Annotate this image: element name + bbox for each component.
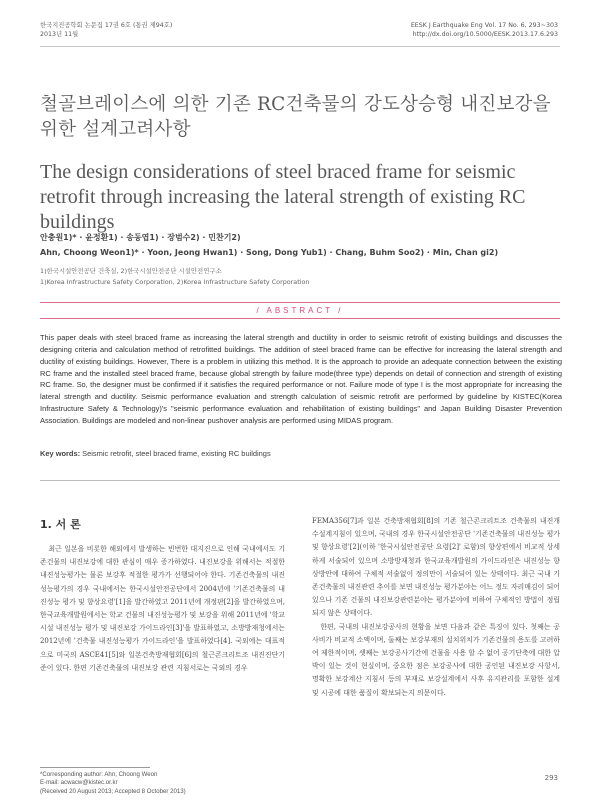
author-email[interactable]: E-mail: acwacw@kistec.or.kr (40, 779, 118, 787)
keywords-list: Seismic retrofit, steel braced frame, existing RC buildings (82, 449, 271, 458)
title-english: The design considerations of steel braced frame for seismic retrofit through increasing the lateral strength of existing RC buildings (40, 161, 526, 233)
affiliation-english: 1)Korea Infrastructure Safety Corporation, 2)Korea Infrastructure Safety Corporation (40, 278, 310, 286)
paragraph: FEMA356[7]과 일본 건축방재협회[8]의 기존 철근콘크리트조 건축물의 내진개수설계지침이 있으며, 국내의 경우 한국시설안전공단 '기존건축물의 내진성능 평가 및 향상요령'[2](이하 '한국시설안전공단 요령[2]' 로함)의 향상편에서 비교적 상세하게 서술되어 있으며 소방방재청과 한국교육개발원의 가이드라인은 내진성능 향상방안에 대하여 구체적 서술없이 정의만이 서술되어 있는 상태이다. 최근 국내 기존건축물의 내진관련 추이를 보면 내진성능 평가분야는 어느 정도 자리매김이 되어 있으나 기존 건물의 내진보강관련분야는 평가분야에 비하여 구체적인 방법이 정립되지 않은 상태이다. (312, 517, 560, 618)
header-divider (40, 46, 560, 47)
journal-date: 2013년 11월 (40, 31, 79, 38)
footnote-divider (40, 767, 150, 768)
journal-citation: EESK J Earthquake Eng Vol. 17 No. 6, 293~303 (410, 22, 558, 29)
footnote (40, 771, 186, 796)
abstract-heading: / ABSTRACT / (256, 306, 344, 315)
keywords-label: Key words: (40, 449, 81, 458)
authors-korean: 안충원1)* · 윤정환1) · 송동엽1) · 장범수2) · 민찬기2) (40, 233, 241, 242)
paragraph: 최근 일본을 비롯한 해외에서 발생하는 빈번한 대지진으로 인해 국내에서도 기존건물의 내진보강에 대한 관심이 매우 증가하였다. 내진보강을 위해서는 적절한 내진성능평가는 물론 보강후 적절한 평가가 선행되어야 한다. 기존건축물의 내진성능평가의 경우 국내에서는 한국시설안전공단에서 2004년에 '기존건축물의 내진성능 평가 및 향상요령'[1]을 발간하였고 2011년에 개정판[2]을 발간하였으며, 한국교육개발원에서는 학교 건물의 내진성능평가 및 보강을 위해 2011년에 '학교시설 내진성능 평가 및 내진보강 가이드라인[3]'을 발표하였고, 소방방재청에서는 2012년에 '건축물 내진성능평가 가이드라인'을 발표하였다[4]. 국외에는 대표적으로 미국의 ASCE41[5]와 일본건축방재협회[6]의 철근콘크리트조 내진진단기준이 있다. 한편 기존건축물의 내진보강 관련 지침서로는 국외의 경우 (40, 545, 285, 672)
journal-header-right (411, 21, 558, 39)
body-column-left (40, 543, 285, 675)
abstract-rule-top (40, 302, 560, 303)
keywords (40, 449, 271, 458)
paragraph: 한편, 국내의 내진보강공사의 현황을 보면 다음과 같은 특징이 있다. 첫째는 공사비가 비교적 소액이며, 둘째는 보강부재의 설치위치가 기존건물의 용도를 고려하여 제한적이며, 셋째는 보강공사기간에 건물을 사용 할 수 없어 공기단축에 대한 압박이 있는 것이 현실이며, 중요한 점은 보강공사에 대한 공인된 내진보강 사항서, 명확한 보강계산 지침서 등의 부재로 보강설계에서 사후 유지관리를 포함한 설계 및 시공에 대한 품질이 확보되는지 의문이다. (312, 622, 560, 697)
corresponding-author: *Corresponding author: Ahn, Choong Weon (40, 771, 158, 778)
affiliation-korean: 1)한국시설안전공단 건축실, 2)한국시설안전공단 시설안전연구소 (40, 267, 222, 275)
doi-link[interactable]: http://dx.doi.org/10.5000/EESK.2013.17.6.293 (412, 31, 558, 38)
title-korean: 철골브레이스에 의한 기존 RC건축물의 강도상승형 내진보강을 위한 설계고려사항 (40, 94, 551, 140)
abstract-text: This paper deals with steel braced frame as increasing the lateral strength and ductility in order to seismic retrofit of existing buildings and discusses the designing criteria and calculation method of retrofitted buildings. The addition of steel braced frame can be effective for increasing the lateral strength and ductility of existing buildings. However, There is a problem in utilizing this method. It is the approach to provide an adequate connection between the existing RC frame and the installed steel braced frame, because global strength by failure mode(three type) depends on detail of connection and strength of existing RC frame. So, the designer must be confirmed if it satisfies the required performance or not. Failure mode of type I is the most appropriate for increasing the lateral strength and ductility. Seismic performance evaluation and strength calculation of seismic retrofit are performed by guideline by KISTEC(Korea Infrastructure Safety & Technology)'s "seismic performance evaluation and rehabilitation of existing buildings" and Japan Building Disaster Prevention Association. Buildings are modeled and non-linear pushover analysis are performed using MIDAS program. (40, 333, 562, 425)
received-dates: (Received 20 August 2013; Accepted 8 October 2013) (40, 787, 186, 795)
journal-issue: 한국지진공학회 논문집 17권 6호 (통권 제94호) (40, 22, 173, 29)
authors-english: Ahn, Choong Weon1)* · Yoon, Jeong Hwan1) · Song, Dong Yub1) · Chang, Buhm Soo2) · Min, Chan gi2) (40, 248, 499, 257)
keywords-divider (40, 480, 560, 481)
page-number: 293 (544, 774, 558, 782)
section-title-introduction: 1. 서 론 (40, 518, 81, 531)
journal-header-left (40, 21, 172, 39)
abstract-rule-bottom (40, 318, 560, 319)
body-column-right (312, 515, 560, 700)
